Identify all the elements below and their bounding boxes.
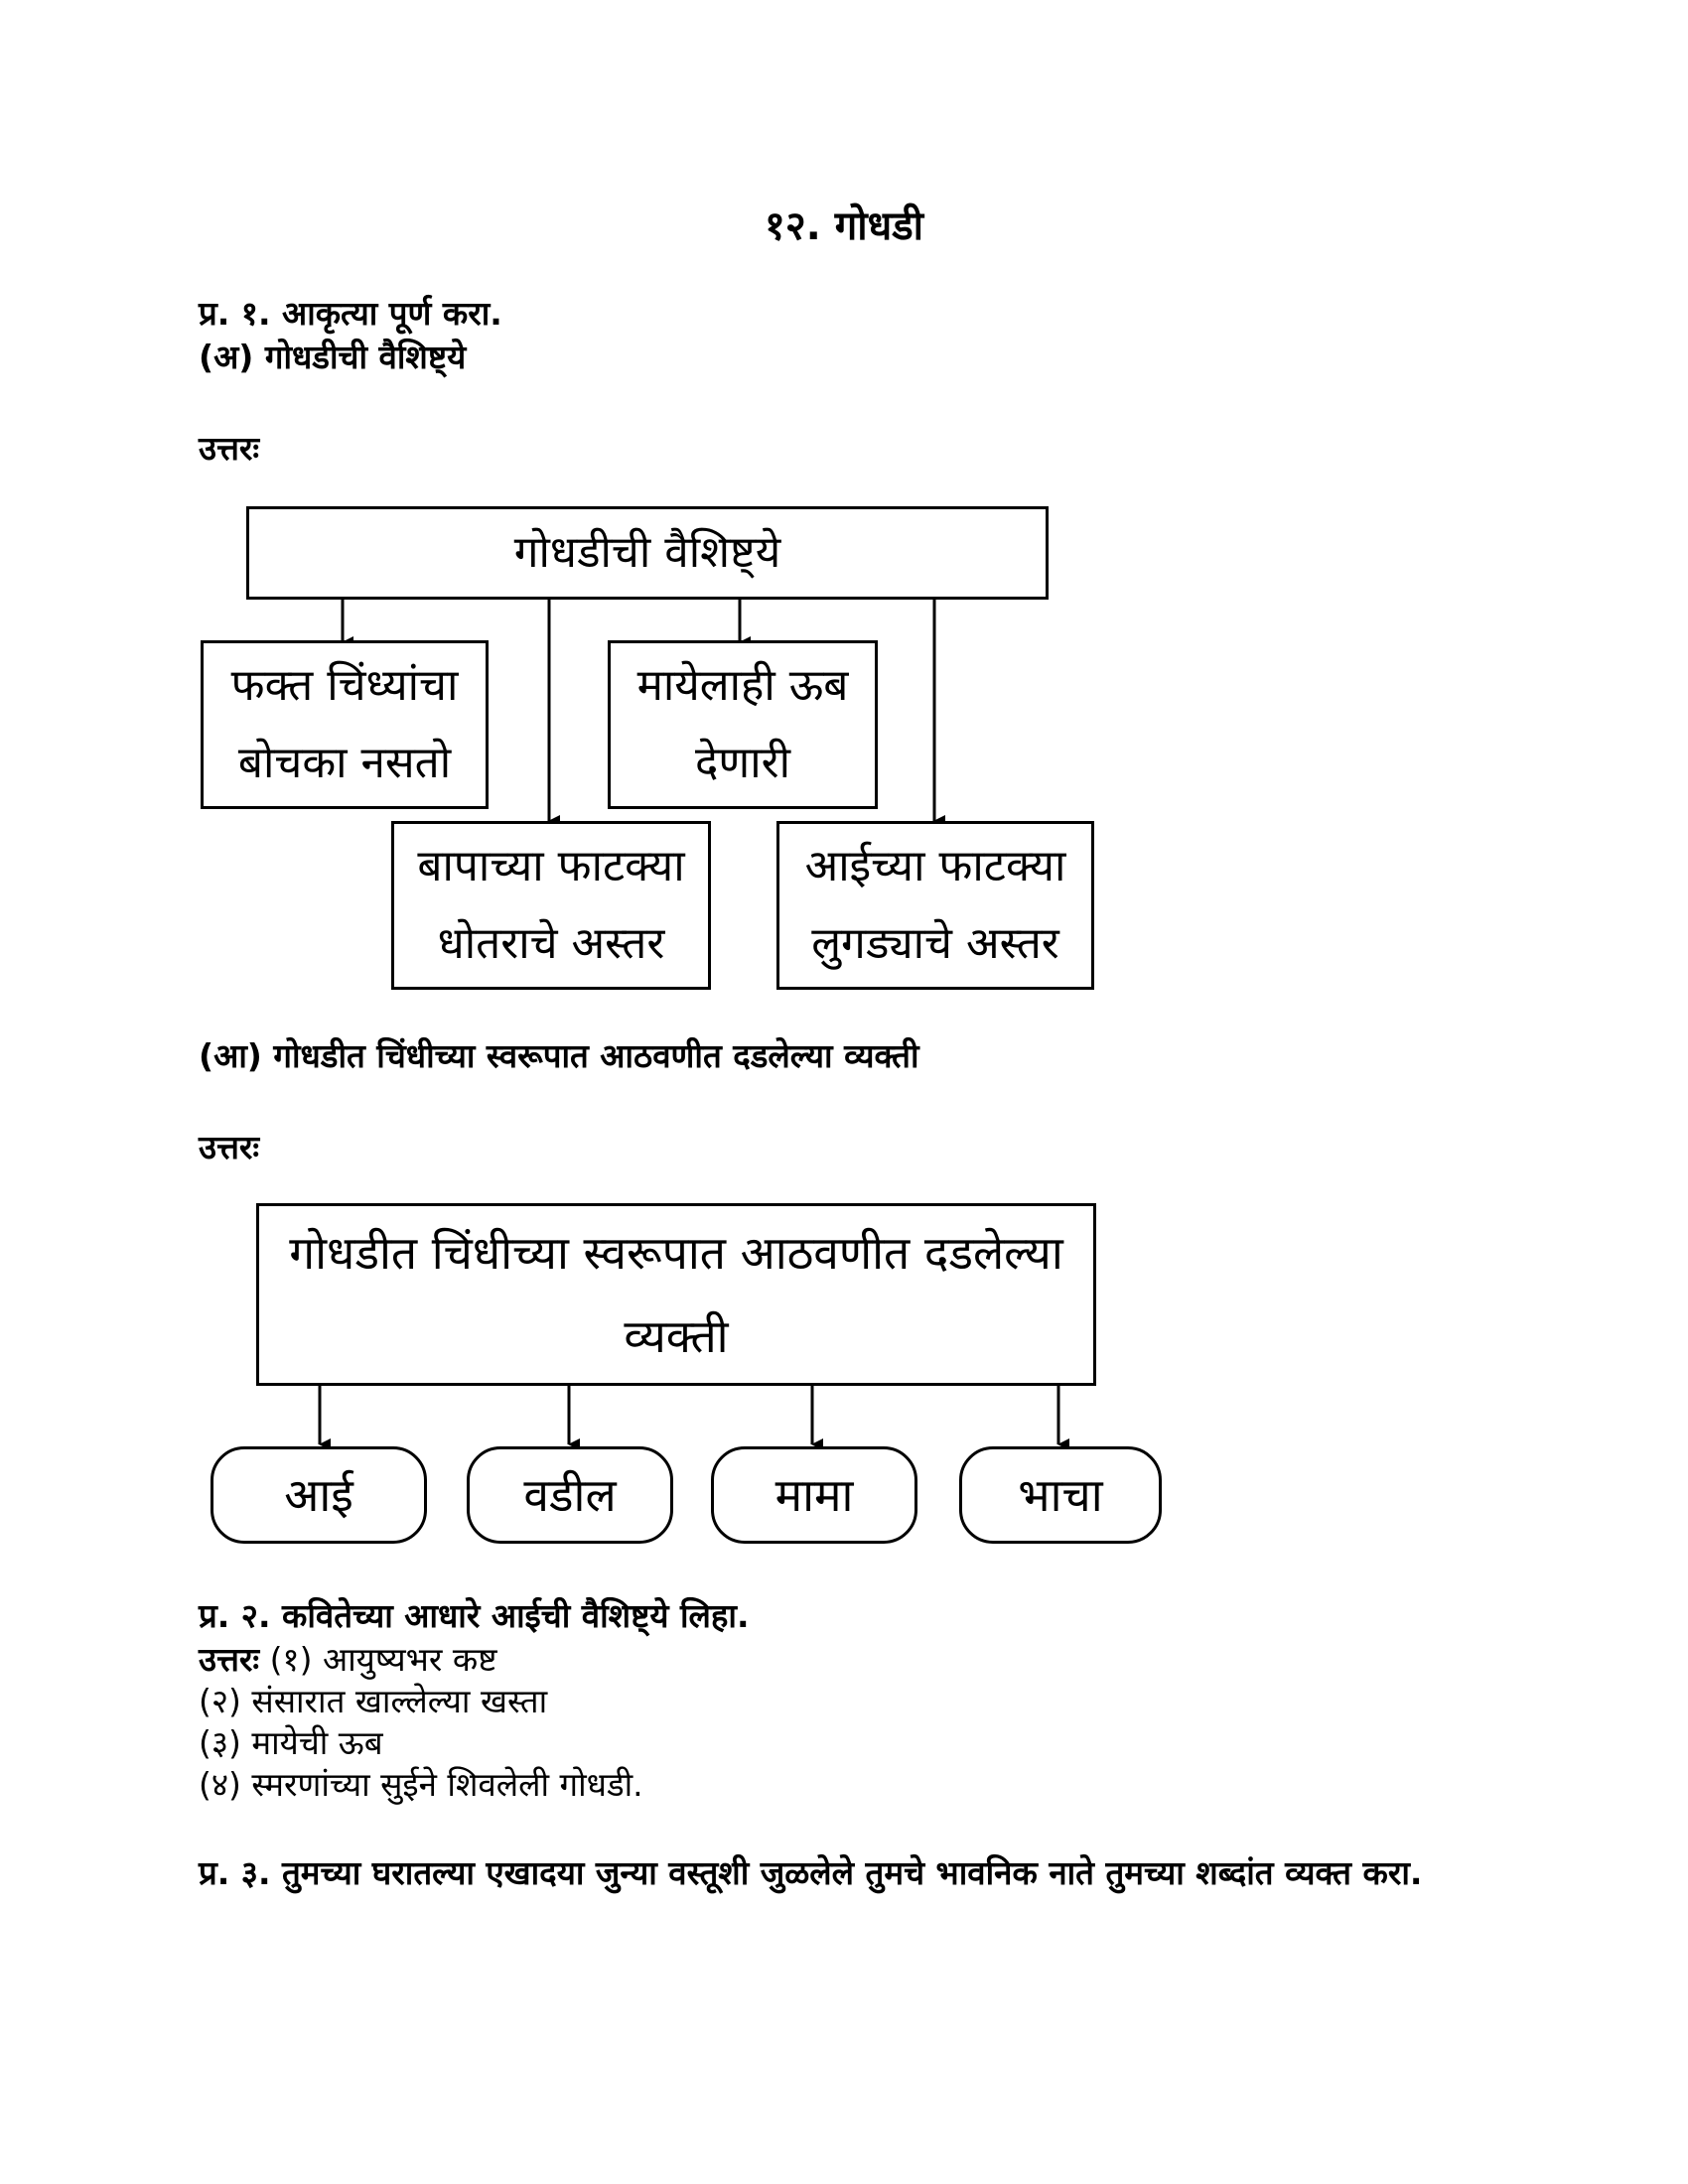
question-1a: (अ) गोधडीची वैशिष्ट्ये (199, 338, 467, 376)
diagram-a-root: गोधडीची वैशिष्ट्ये (246, 506, 1049, 600)
diagram-b-item-1: आई (211, 1446, 427, 1544)
answer-label-1a: उत्तरः (199, 429, 260, 468)
diagram-b-item-4: भाचा (959, 1446, 1162, 1544)
answer-2-line-1 (199, 1636, 496, 1681)
page-title: १२. गोधडी (765, 204, 923, 249)
question-2: प्र. २. कवितेच्या आधारे आईची वैशिष्ट्ये लिहा. (199, 1596, 750, 1635)
diagram-a-item-4: आईच्या फाटक्या लुगड्याचे अस्तर (776, 821, 1094, 990)
diagram-b-item-2: वडील (467, 1446, 673, 1544)
answer-2-item-1: (१) आयुष्यभर कष्ट (269, 1640, 497, 1679)
diagram-b-item-3: मामा (711, 1446, 917, 1544)
answer-2-item-2: (२) संसारात खाल्लेल्या खस्ता (199, 1682, 548, 1720)
diagram-a-item-1: फक्त चिंध्यांचा बोचका नसतो (201, 640, 489, 809)
answer-label-2: उत्तरः (199, 1640, 260, 1679)
diagram-a-item-3: मायेलाही ऊब देणारी (608, 640, 878, 809)
question-1b: (आ) गोधडीत चिंधीच्या स्वरूपात आठवणीत दडलेल्या व्यक्ती (199, 1036, 919, 1075)
answer-2-item-4: (४) स्मरणांच्या सुईने शिवलेली गोधडी. (199, 1765, 643, 1804)
question-1: प्र. १. आकृत्या पूर्ण करा. (199, 294, 502, 333)
answer-label-1b: उत्तरः (199, 1128, 260, 1166)
answer-2-item-3: (३) मायेची ऊब (199, 1723, 383, 1762)
diagram-b-root: गोधडीत चिंधीच्या स्वरूपात आठवणीत दडलेल्या व्यक्ती (256, 1203, 1096, 1386)
question-3: प्र. ३. तुमच्या घरातल्या एखादया जुन्या वस्तूशी जुळलेले तुमचे भावनिक नाते तुमच्या शब्दांत व्यक्त करा. (199, 1853, 1423, 1892)
diagram-a-item-2: बापाच्या फाटक्या धोतराचे अस्तर (391, 821, 711, 990)
